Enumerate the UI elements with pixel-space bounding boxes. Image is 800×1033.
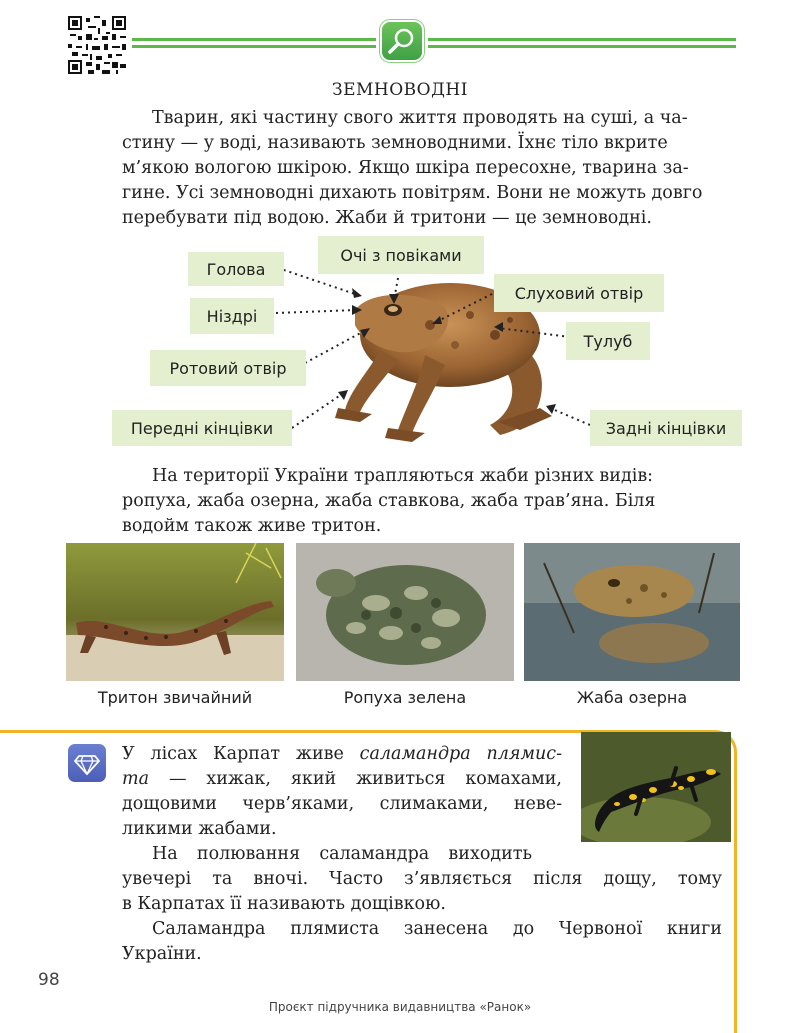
species-line: ропуха, жаба озерна, жаба ставкова, жаба трав’яна. Біля [122,491,656,511]
photo-salamander [581,732,731,842]
label-front-limbs: Передні кінцівки [112,410,292,446]
header-rule-left-2 [132,45,376,48]
box-paragraph-3 [122,917,722,967]
box-line: Саламандра плямиста занесена до Червоної книги [152,919,722,939]
intro-line: гине. Усі земноводні дихають повітрям. Вони не можуть довго [122,183,703,203]
box-line: України. [122,944,202,964]
box-line: в Карпатах її називають дощівкою. [122,894,446,914]
box-paragraph-1 [122,742,562,842]
photo-newt [66,543,284,681]
box-line: У лісах Карпат живе саламандра плямис- [122,744,562,764]
label-body: Тулуб [566,322,650,360]
intro-line: перебувати під водою. Жаби й тритони — це земноводні. [122,208,652,228]
label-hind-limbs: Задні кінцівки [590,410,742,446]
qr-code[interactable] [68,16,126,74]
intro-line: Тварин, які частину свого життя проводять на суші, а ча- [152,108,688,128]
page-number: 98 [38,970,60,990]
species-line: На території України трапляються жаби різних видів: [152,466,654,486]
intro-line: м’якою вологою шкірою. Якщо шкіра пересохне, тварина за- [122,158,689,178]
caption-newt: Тритон звичайний [97,688,253,707]
label-nostrils: Ніздрі [190,298,274,334]
header-rule-right [428,38,736,41]
label-mouth: Ротовий отвір [150,350,306,386]
diamond-icon [68,744,106,782]
label-ear: Слуховий отвір [494,274,664,312]
intro-paragraph [122,106,736,231]
header-rule-right-2 [428,45,736,48]
label-head: Голова [188,252,284,286]
section-title: ЗЕМНОВОДНІ [332,80,468,100]
box-line: дощовими черв’яками, слимаками, неве- [122,794,562,814]
box-paragraph-2 [122,842,722,917]
box-line: та — хижак, який живиться комахами, [122,769,562,789]
magnifier-icon [382,22,422,60]
box-line: увечері та вночі. Часто з’являється після дощу, тому [122,869,722,889]
photo-green-toad [296,543,514,681]
photo-marsh-frog [524,543,740,681]
caption-marsh-frog: Жаба озерна [576,688,688,707]
header-rule-left [132,38,376,41]
box-line: На полювання саламандра виходить [152,844,532,864]
species-line: водойм також живе тритон. [122,516,382,536]
species-paragraph [122,464,736,539]
footer-note: Проєкт підручника видавництва «Ранок» [268,1000,532,1014]
caption-green-toad: Ропуха зелена [343,688,467,707]
intro-line: стину — у воді, називають земноводними. Їхнє тіло вкрите [122,133,668,153]
label-eyes: Очі з повіками [318,236,484,274]
box-line: ликими жабами. [122,819,277,839]
